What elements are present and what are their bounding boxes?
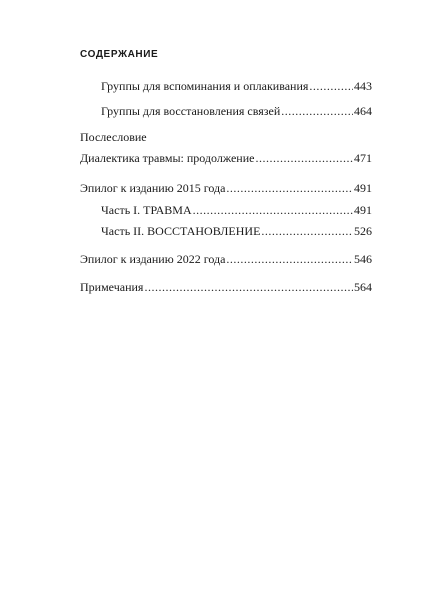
toc-entry-page: 546 xyxy=(354,252,372,266)
toc-entry-page: 491 xyxy=(354,181,372,195)
toc-entry[interactable] xyxy=(80,150,372,166)
toc-entry-page: 564 xyxy=(354,280,372,294)
toc-entry-label: Группы для восстановления связей xyxy=(101,104,281,118)
toc-entry[interactable] xyxy=(101,78,372,94)
leader-dots xyxy=(144,279,353,295)
toc-entry[interactable] xyxy=(101,103,372,119)
toc-entry-label: Примечания xyxy=(80,280,144,294)
leader-dots xyxy=(226,180,353,196)
toc-entry-label: Диалектика травмы: продолжение xyxy=(80,151,255,165)
leader-dots xyxy=(261,223,353,239)
toc-entry-label: Часть I. ТРАВМА xyxy=(101,203,192,217)
toc-entry[interactable] xyxy=(101,202,372,218)
leader-dots xyxy=(309,78,353,94)
toc-entry[interactable] xyxy=(80,180,372,196)
toc-entry[interactable] xyxy=(80,251,372,267)
toc-entry-page: 464 xyxy=(354,104,372,118)
toc-entry-label: Группы для вспоминания и оплакивания xyxy=(101,79,309,93)
toc-entry-label: Эпилог к изданию 2015 года xyxy=(80,181,226,195)
toc-entry[interactable] xyxy=(101,223,372,239)
leader-dots xyxy=(281,103,353,119)
leader-dots xyxy=(226,251,353,267)
leader-dots xyxy=(193,202,353,218)
toc-entry-label: Часть II. ВОССТАНОВЛЕНИЕ xyxy=(101,224,261,238)
toc-heading: СОДЕРЖАНИЕ xyxy=(80,49,159,60)
toc-entry-page: 471 xyxy=(354,151,372,165)
toc-entry-page: 526 xyxy=(354,224,372,238)
toc-entry-page: 491 xyxy=(354,203,372,217)
leader-dots xyxy=(255,150,353,166)
toc-entry-page: 443 xyxy=(354,79,372,93)
toc-entry[interactable] xyxy=(80,279,372,295)
toc-section-title: Послесловие xyxy=(80,130,147,144)
toc-entry-label: Эпилог к изданию 2022 года xyxy=(80,252,226,266)
